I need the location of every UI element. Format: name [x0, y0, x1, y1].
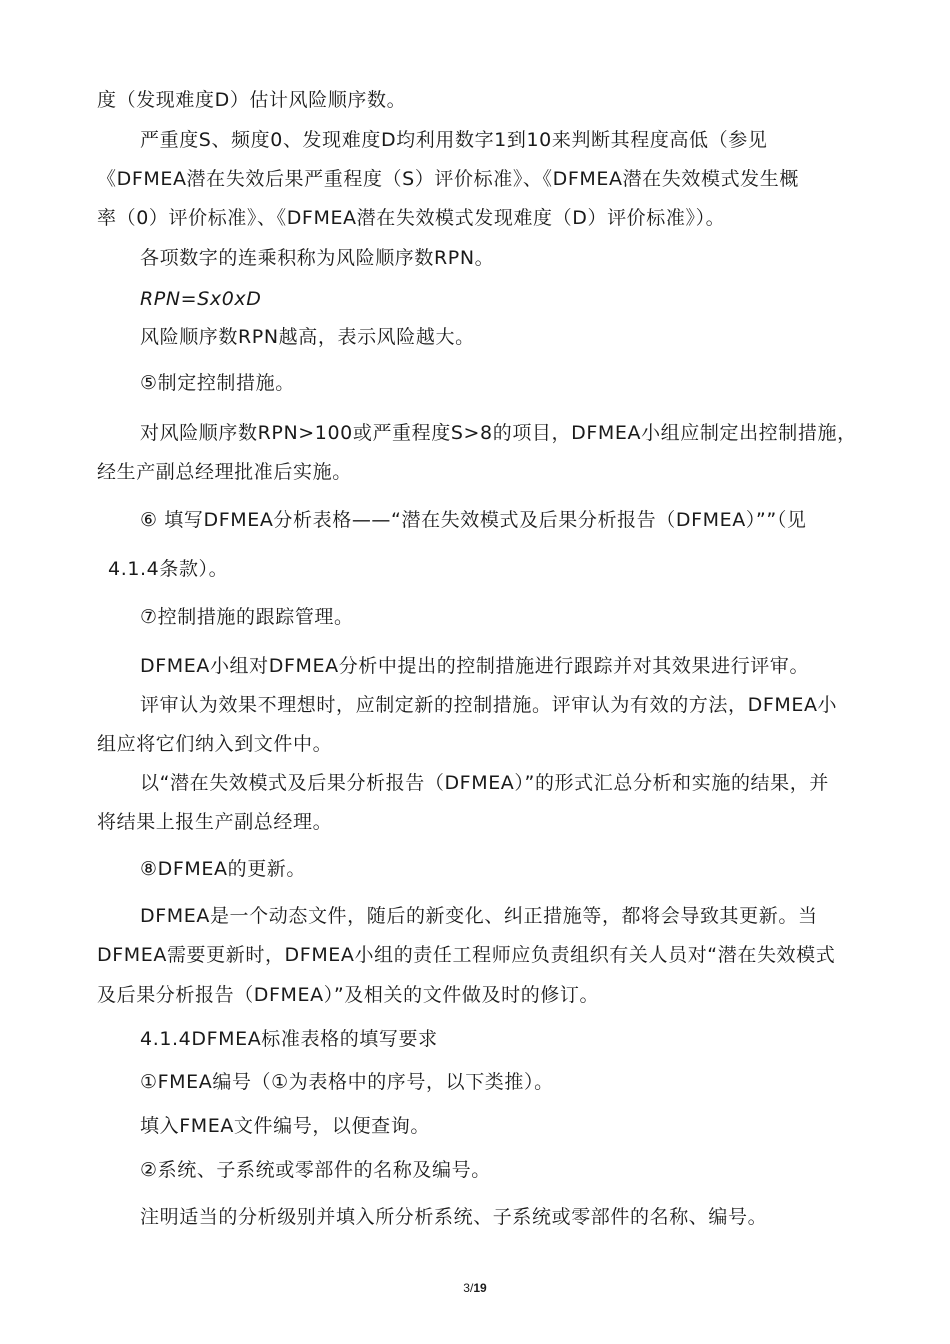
paragraph-line: 度（发现难度D）估计风险顺序数。 [97, 89, 407, 111]
section-heading: ⑧DFMEA的更新。 [140, 858, 306, 880]
page-separator: / [469, 1281, 474, 1295]
paragraph-line: 《DFMEA潜在失效后果严重程度（S）评价标准》、《DFMEA潜在失效模式发生概 [97, 168, 799, 190]
paragraph-line: 对风险顺序数RPN>100或严重程度S>8的项目，DFMEA小组应制定出控制措施， [140, 422, 857, 444]
paragraph-line: 填入FMEA文件编号，以便查询。 [140, 1115, 430, 1137]
total-pages: 19 [473, 1281, 487, 1295]
paragraph-line: 经生产副总经理批准后实施。 [97, 461, 352, 483]
current-page: 3 [463, 1281, 470, 1295]
paragraph-line: 评审认为效果不理想时，应制定新的控制措施。评审认为有效的方法，DFMEA小 [140, 694, 838, 716]
paragraph-line: 组应将它们纳入到文件中。 [97, 733, 333, 755]
section-heading: ⑦控制措施的跟踪管理。 [140, 606, 354, 628]
subsection-heading: 4.1.4DFMEA标准表格的填写要求 [140, 1028, 438, 1050]
paragraph-line: 将结果上报生产副总经理。 [97, 811, 333, 833]
paragraph-line: 率（0）评价标准》、《DFMEA潜在失效模式发现难度（D）评价标准》）。 [97, 207, 726, 229]
paragraph-line: 严重度S、频度0、发现难度D均利用数字1到10来判断其程度高低（参见 [140, 129, 768, 151]
paragraph-line: 以“潜在失效模式及后果分析报告（DFMEA）”的形式汇总分析和实施的结果，并 [140, 772, 829, 794]
page-number [0, 1281, 950, 1295]
section-heading: ⑥ 填写DFMEA分析表格——“潜在失效模式及后果分析报告（DFMEA）””（见 [140, 509, 807, 531]
section-heading: ⑤制定控制措施。 [140, 372, 295, 394]
section-heading: ②系统、子系统或零部件的名称及编号。 [140, 1159, 491, 1181]
paragraph-line: DFMEA是一个动态文件，随后的新变化、纠正措施等，都将会导致其更新。当 [140, 905, 818, 927]
paragraph-line: 风险顺序数RPN越高，表示风险越大。 [140, 326, 475, 348]
formula-line: RPN=Sx0xD [140, 288, 262, 310]
section-heading: ①FMEA编号（①为表格中的序号，以下类推）。 [140, 1071, 554, 1093]
paragraph-line: 及后果分析报告（DFMEA）”及相关的文件做及时的修订。 [97, 984, 600, 1006]
paragraph-line: DFMEA需要更新时，DFMEA小组的责任工程师应负责组织有关人员对“潜在失效模式 [97, 944, 836, 966]
paragraph-line: DFMEA小组对DFMEA分析中提出的控制措施进行跟踪并对其效果进行评审。 [140, 655, 810, 677]
paragraph-line: 注明适当的分析级别并填入所分析系统、子系统或零部件的名称、编号。 [140, 1206, 768, 1228]
paragraph-line: 4.1.4条款）。 [108, 558, 229, 580]
paragraph-line: 各项数字的连乘积称为风险顺序数RPN。 [140, 247, 495, 269]
